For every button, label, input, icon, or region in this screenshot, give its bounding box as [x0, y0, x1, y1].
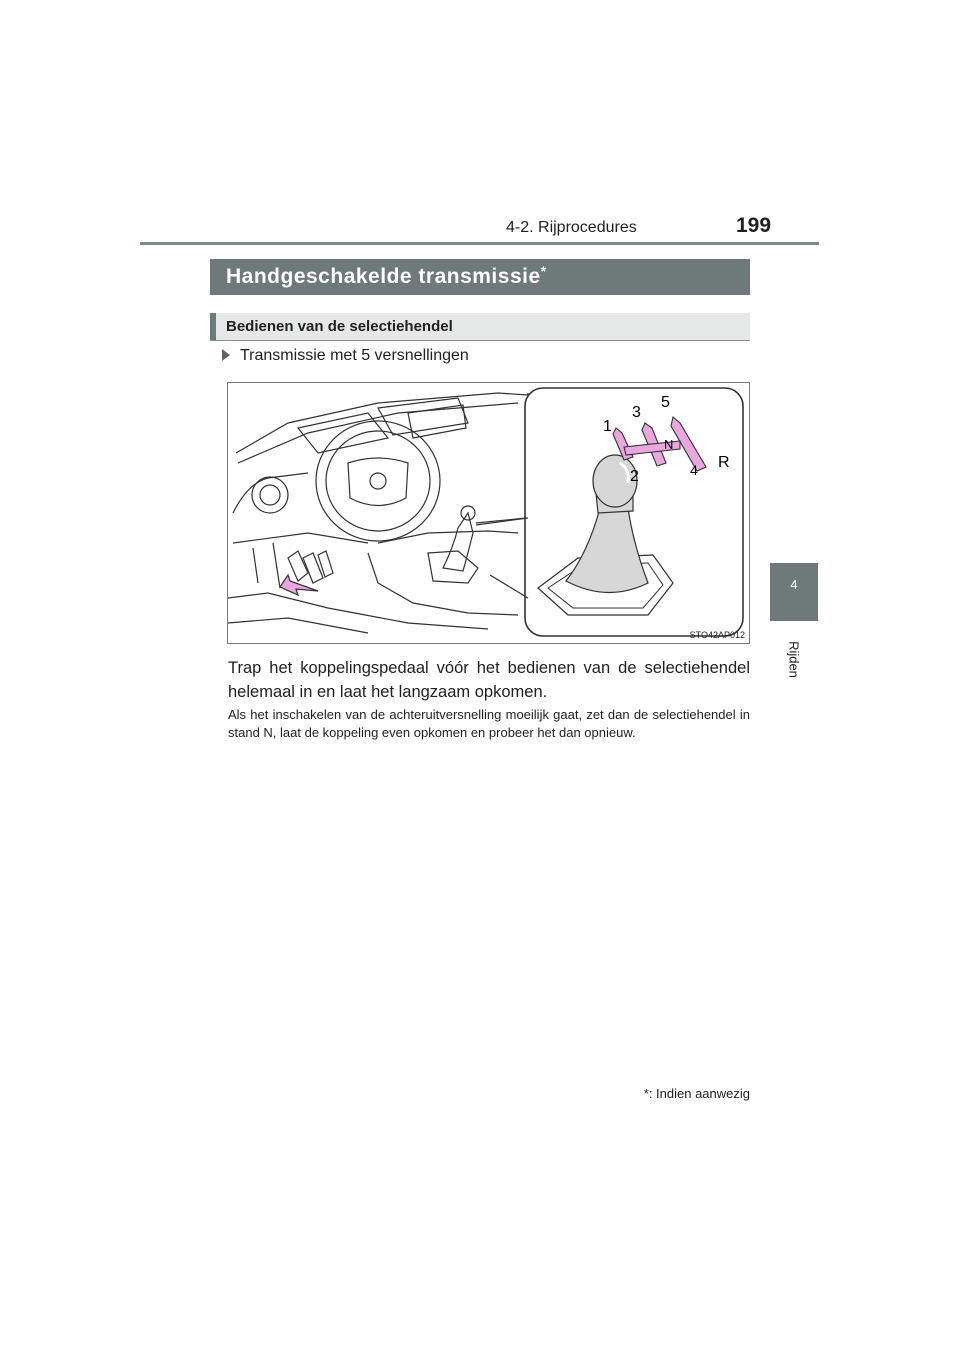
illustration-gear-shift	[227, 382, 750, 644]
footnote-text: : Indien aanwezig	[648, 1086, 750, 1101]
illustration-svg	[228, 383, 750, 644]
chapter-number: 4	[790, 577, 798, 592]
subheading: Bedienen van de selectiehendel	[226, 318, 453, 335]
gear-label-r: R	[718, 454, 730, 471]
bullet-text: Transmissie met 5 versnellingen	[240, 347, 469, 364]
gear-label-3: 3	[632, 404, 641, 421]
footnote	[600, 1086, 750, 1101]
subheading-band	[210, 313, 750, 341]
figure-code: STO42AP012	[689, 630, 745, 640]
triangle-bullet-icon	[222, 349, 230, 361]
bullet-item	[222, 347, 469, 365]
chapter-label-text: Rijden	[786, 641, 802, 678]
section-title-band	[210, 259, 750, 295]
section-title	[226, 265, 547, 289]
page-number: 199	[736, 214, 772, 237]
chapter-label	[784, 632, 804, 692]
gear-label-4: 4	[690, 462, 698, 478]
shift-detail-inset	[476, 388, 743, 636]
dashboard-drawing	[228, 393, 528, 633]
note-paragraph: Als het inschakelen van de achteruitversnelling moeilijk gaat, zet dan de selectiehendel in stand N, laat de koppeling even opkomen en probeer het dan opnieuw.	[228, 707, 750, 740]
gear-label-n: N	[664, 437, 674, 452]
gear-label-2: 2	[630, 468, 639, 485]
chapter-tab	[770, 563, 818, 621]
section-title-text: Handgeschakelde transmissie	[226, 265, 541, 288]
gear-label-5: 5	[661, 394, 670, 411]
subheading-bar	[210, 313, 216, 340]
instruction-paragraph: Trap het koppelingspedaal vóór het bedienen van de selectiehendel helemaal in en laat het langzaam opkomen.	[228, 659, 750, 701]
header-section-title: 4-2. Rijprocedures	[506, 219, 637, 236]
section-title-marker: *	[540, 263, 547, 279]
gear-label-1: 1	[603, 418, 612, 435]
footnote-marker: *	[643, 1086, 649, 1101]
header-rule	[140, 242, 819, 245]
clutch-pedal-arrow	[280, 575, 318, 595]
